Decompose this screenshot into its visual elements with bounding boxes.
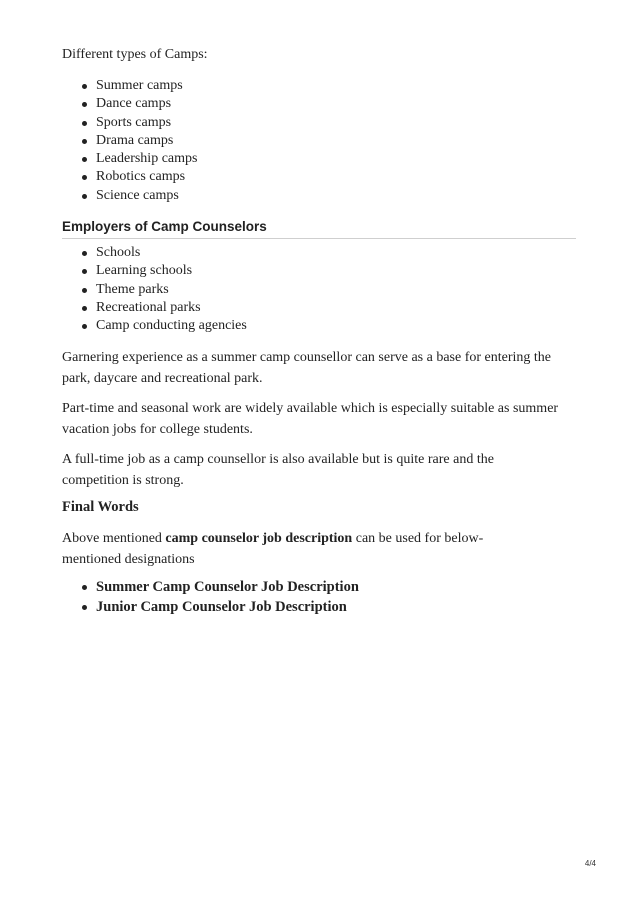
list-item: Dance camps xyxy=(62,95,197,113)
list-item: Recreational parks xyxy=(62,299,247,317)
page-number: 4/4 xyxy=(584,859,596,868)
paragraph-line: park, daycare and recreational park. xyxy=(62,371,263,386)
intro-text: Different types of Camps: xyxy=(62,47,208,62)
paragraph-full-time xyxy=(62,449,494,491)
employers-list xyxy=(62,244,247,335)
list-item: Drama camps xyxy=(62,132,197,150)
list-item: Schools xyxy=(62,244,247,262)
list-item: Leadership camps xyxy=(62,150,197,168)
paragraph-designations xyxy=(62,528,483,570)
paragraph-suffix: can be used for below- xyxy=(352,531,484,546)
list-item: Camp conducting agencies xyxy=(62,317,247,335)
list-item: Learning schools xyxy=(62,262,247,280)
paragraph-line: Part-time and seasonal work are widely available which is especially suitable as summer xyxy=(62,401,559,416)
final-words-heading: Final Words xyxy=(62,499,139,515)
camp-types-list xyxy=(62,77,197,205)
paragraph-line: vacation jobs for college students. xyxy=(62,422,253,437)
list-item: Junior Camp Counselor Job Description xyxy=(62,597,359,617)
paragraph-bold-phrase: camp counselor job description xyxy=(165,531,353,546)
list-item: Summer Camp Counselor Job Description xyxy=(62,577,359,597)
list-item: Science camps xyxy=(62,187,197,205)
paragraph-experience xyxy=(62,347,551,389)
list-item: Theme parks xyxy=(62,281,247,299)
paragraph-line: Garnering experience as a summer camp counsellor can serve as a base for entering the xyxy=(62,350,552,365)
employers-heading: Employers of Camp Counselors xyxy=(62,218,576,239)
list-item: Robotics camps xyxy=(62,168,197,186)
paragraph-line xyxy=(62,528,483,549)
designations-list xyxy=(62,577,359,617)
list-item: Summer camps xyxy=(62,77,197,95)
paragraph-prefix: Above mentioned xyxy=(62,531,166,546)
paragraph-line: A full-time job as a camp counsellor is also available but is quite rare and the xyxy=(62,452,494,467)
list-item: Sports camps xyxy=(62,114,197,132)
paragraph-part-time xyxy=(62,398,558,440)
paragraph-line: competition is strong. xyxy=(62,473,184,488)
paragraph-line: mentioned designations xyxy=(62,552,195,567)
